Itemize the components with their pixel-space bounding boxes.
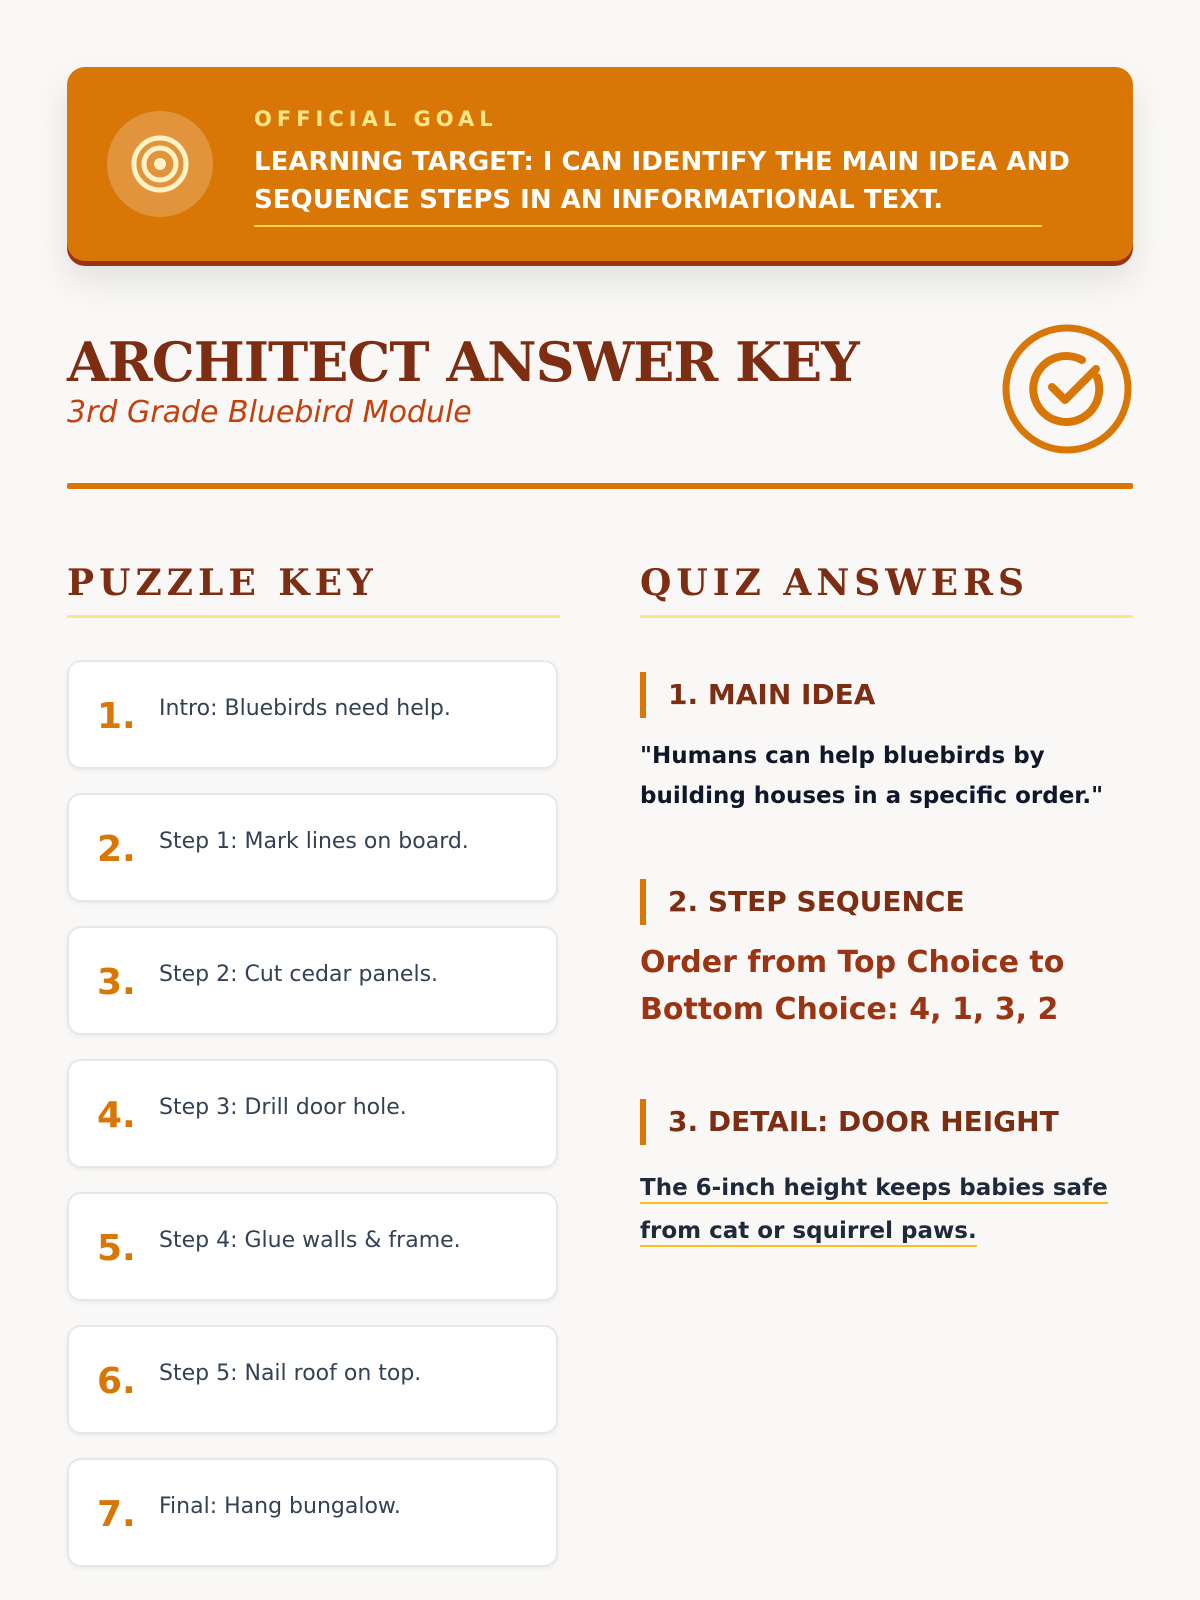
puzzle-number: 7. — [97, 1494, 136, 1535]
puzzle-number: 2. — [97, 829, 136, 870]
puzzle-key-rule — [67, 615, 560, 618]
puzzle-text: Step 5: Nail roof on top. — [159, 1361, 422, 1386]
quiz-item-main-idea — [640, 672, 1133, 816]
puzzle-number: 3. — [97, 962, 136, 1003]
puzzle-card — [67, 1192, 558, 1301]
quiz-label: 3. DETAIL: DOOR HEIGHT — [640, 1099, 1133, 1145]
puzzle-card — [67, 660, 558, 769]
puzzle-card — [67, 926, 558, 1035]
page-title: ARCHITECT ANSWER KEY — [67, 330, 859, 394]
puzzle-key-heading: PUZZLE KEY — [67, 562, 378, 604]
check-circle-icon — [1000, 322, 1134, 456]
quiz-answer: "Humans can help bluebirds by building houses in a specific order." — [640, 743, 1104, 809]
quiz-answer — [640, 1167, 1133, 1253]
title-block — [67, 330, 859, 432]
goal-text-block — [254, 107, 1084, 227]
learning-goal-banner — [67, 67, 1133, 261]
quiz-item-step-sequence — [640, 879, 1133, 1033]
quiz-label: 2. STEP SEQUENCE — [640, 879, 1133, 925]
quiz-item-door-height — [640, 1099, 1133, 1253]
puzzle-text: Final: Hang bungalow. — [159, 1494, 401, 1519]
puzzle-card — [67, 1325, 558, 1434]
title-divider — [67, 483, 1133, 489]
puzzle-number: 6. — [97, 1361, 136, 1402]
puzzle-text: Step 3: Drill door hole. — [159, 1095, 407, 1120]
page-subtitle: 3rd Grade Bluebird Module — [67, 395, 472, 430]
goal-eyebrow: OFFICIAL GOAL — [254, 107, 498, 131]
puzzle-text: Step 4: Glue walls & frame. — [159, 1228, 461, 1253]
puzzle-card — [67, 1458, 558, 1567]
quiz-answers-rule — [640, 615, 1133, 618]
puzzle-number: 4. — [97, 1095, 136, 1136]
puzzle-card — [67, 793, 558, 902]
puzzle-text: Step 1: Mark lines on board. — [159, 829, 469, 854]
quiz-answers-heading: QUIZ ANSWERS — [640, 562, 1030, 604]
goal-underline — [254, 225, 1042, 227]
quiz-answer: Order from Top Choice to Bottom Choice: 4, 1, 3, 2 — [640, 945, 1065, 1027]
target-icon — [107, 111, 213, 217]
puzzle-text: Step 2: Cut cedar panels. — [159, 962, 439, 987]
puzzle-number: 1. — [97, 696, 136, 737]
puzzle-card — [67, 1059, 558, 1168]
quiz-answer-text: The 6-inch height keeps babies safe from cat or squirrel paws. — [640, 1175, 1108, 1247]
learning-target-text: LEARNING TARGET: I CAN IDENTIFY THE MAIN IDEA AND SEQUENCE STEPS IN AN INFORMATIONAL TEXT. — [254, 147, 1070, 215]
quiz-label: 1. MAIN IDEA — [640, 672, 1133, 718]
puzzle-number: 5. — [97, 1228, 136, 1269]
puzzle-text: Intro: Bluebirds need help. — [159, 696, 451, 721]
